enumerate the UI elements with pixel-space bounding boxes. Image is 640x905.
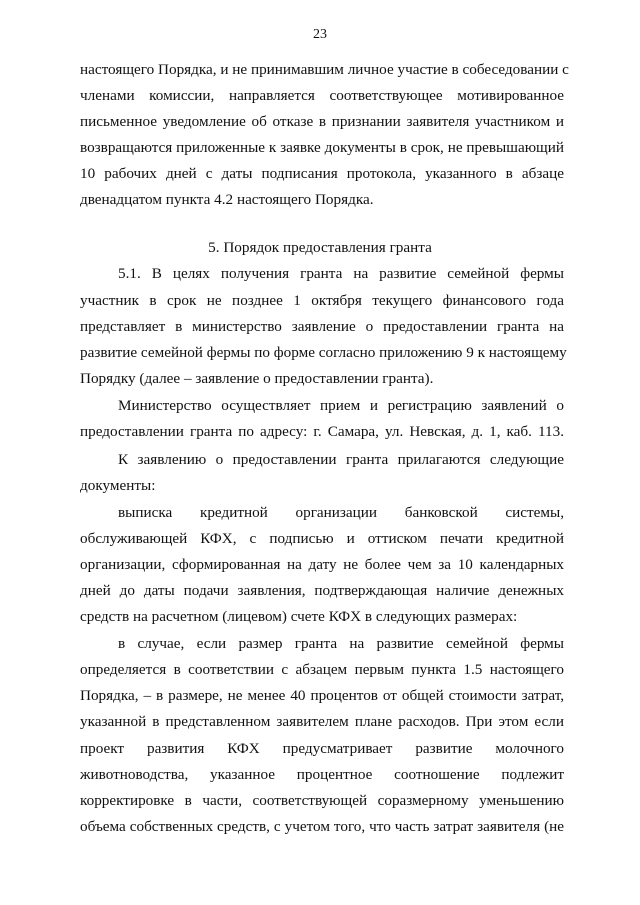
text-line: Порядку (далее – заявление о предоставлении гранта). xyxy=(80,370,434,387)
text-line: членами комиссии, направляется соответствующее мотивированное xyxy=(80,87,564,104)
text-line: развитие семейной фермы по форме согласно приложению 9 к настоящему xyxy=(80,344,567,361)
text-line: дней до даты подачи заявления, подтверждающая наличие денежных xyxy=(80,582,564,599)
text-line: Министерство осуществляет прием и регистрацию заявлений о xyxy=(118,397,564,414)
text-line: определяется в соответствии с абзацем первым пункта 1.5 настоящего xyxy=(80,661,564,678)
section-heading: 5. Порядок предоставления гранта xyxy=(208,239,432,256)
text-line: средств на расчетном (лицевом) счете КФХ в следующих размерах: xyxy=(80,608,518,625)
page-number: 23 xyxy=(313,27,327,42)
text-line: участник в срок не позднее 1 октября текущего финансового года xyxy=(80,292,564,309)
text-line: двенадцатом пункта 4.2 настоящего Порядка. xyxy=(80,191,374,208)
text-line: организации, сформированная на дату не более чем за 10 календарных xyxy=(80,556,564,573)
text-line: проект развития КФХ предусматривает развитие молочного xyxy=(80,740,564,757)
text-line: объема собственных средств, с учетом того, что часть затрат заявителя (не xyxy=(80,818,564,835)
text-line: 5.1. В целях получения гранта на развитие семейной фермы xyxy=(118,265,564,282)
text-line: обслуживающей КФХ, с подписью и оттиском печати кредитной xyxy=(80,530,564,547)
text-line: возвращаются приложенные к заявке документы в срок, не превышающий xyxy=(80,139,564,156)
text-line: выписка кредитной организации банковской системы, xyxy=(118,504,564,521)
text-line: 10 рабочих дней с даты подписания протокола, указанного в абзаце xyxy=(80,165,564,182)
text-line: письменное уведомление об отказе в признании заявителя участником и xyxy=(80,113,564,130)
text-line: настоящего Порядка, и не принимавшим личное участие в собеседовании с xyxy=(80,61,569,78)
text-line: в случае, если размер гранта на развитие семейной фермы xyxy=(118,635,564,652)
text-line: указанной в представленном заявителем плане расходов. При этом если xyxy=(80,713,564,730)
text-line: предоставлении гранта по адресу: г. Самара, ул. Невская, д. 1, каб. 113. xyxy=(80,423,564,440)
text-line: К заявлению о предоставлении гранта прилагаются следующие xyxy=(118,451,564,468)
text-line: животноводства, указанное процентное соотношение подлежит xyxy=(80,766,564,783)
text-line: документы: xyxy=(80,477,156,494)
text-line: корректировке в части, соответствующей соразмерному уменьшению xyxy=(80,792,564,809)
text-line: Порядка, – в размере, не менее 40 процентов от общей стоимости затрат, xyxy=(80,687,564,704)
text-line: представляет в министерство заявление о предоставлении гранта на xyxy=(80,318,564,335)
